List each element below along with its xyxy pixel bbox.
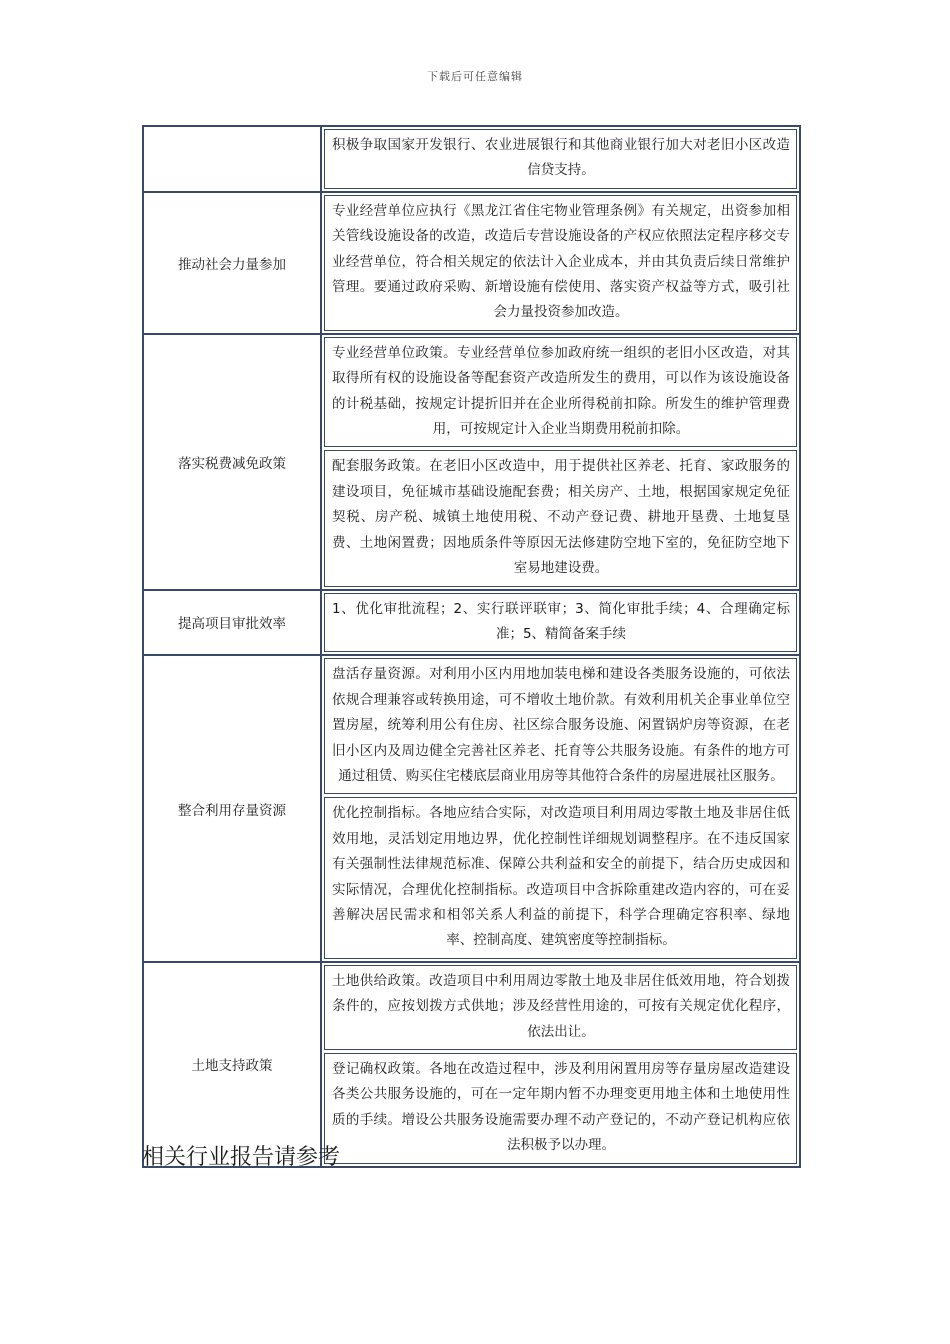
row-label: 提高项目审批效率 xyxy=(143,590,321,656)
policy-table xyxy=(142,125,801,1168)
row-label xyxy=(143,126,321,192)
table-row xyxy=(143,655,800,961)
row-content xyxy=(321,126,800,192)
policy-text: 专业经营单位政策。专业经营单位参加政府统一组织的老旧小区改造，对其取得所有权的设施设备等配套资产改造所发生的费用，可以作为该设施设备的计税基础，按规定计提折旧并在企业所得税前扣除。所发生的维护管理费用，可按规定计入企业当期费用税前扣除。 xyxy=(324,337,797,448)
row-content xyxy=(321,962,800,1167)
policy-text: 优化控制指标。各地应结合实际，对改造项目利用周边零散土地及非居住低效用地，灵活划定用地边界，优化控制性详细规划调整程序。在不违反国家有关强制性法律规范标准、保障公共利益和安全的前提下，结合历史成因和实际情况，合理优化控制指标。改造项目中含拆除重建改造内容的，可在妥善解决居民需求和相邻关系人利益的前提下，科学合理确定容积率、绿地率、控制高度、建筑密度等控制指标。 xyxy=(324,797,797,958)
row-label: 整合利用存量资源 xyxy=(143,655,321,961)
policy-text: 配套服务政策。在老旧小区改造中，用于提供社区养老、托育、家政服务的建设项目，免征城市基础设施配套费；相关房产、土地，根据国家规定免征契税、房产税、城镇土地使用税、不动产登记费、耕地开垦费、土地复垦费、土地闲置费；因地质条件等原因无法修建防空地下室的，免征防空地下室易地建设费。 xyxy=(324,450,797,586)
policy-text: 登记确权政策。各地在改造过程中，涉及利用闲置用房等存量房屋改造建设各类公共服务设施的，可在一定年期内暂不办理变更用地主体和土地使用性质的手续。增设公共服务设施需要办理不动产登记的，不动产登记机构应依法积极予以办理。 xyxy=(324,1053,797,1164)
policy-text: 专业经营单位应执行《黑龙江省住宅物业管理条例》有关规定，出资参加相关管线设施设备的改造，改造后专营设施设备的产权应依照法定程序移交专业经营单位，符合相关规定的依法计入企业成本，并由其负责后续日常维护管理。要通过政府采购、新增设施有偿使用、落实资产权益等方式，吸引社会力量投资参加改造。 xyxy=(324,195,797,331)
row-content xyxy=(321,655,800,961)
row-content xyxy=(321,192,800,334)
table-row xyxy=(143,192,800,334)
policy-text: 土地供给政策。改造项目中利用周边零散土地及非居住低效用地，符合划拨条件的，应按划拨方式供地；涉及经营性用途的，可按有关规定优化程序，依法出让。 xyxy=(324,965,797,1050)
policy-text: 1、优化审批流程；2、实行联评联审；3、简化审批手续；4、合理确定标准；5、精简备案手续 xyxy=(324,593,797,653)
policy-text: 积极争取国家开发银行、农业进展银行和其他商业银行加大对老旧小区改造信贷支持。 xyxy=(324,129,797,189)
table-row xyxy=(143,334,800,590)
row-content xyxy=(321,590,800,656)
table-row xyxy=(143,590,800,656)
row-label: 落实税费减免政策 xyxy=(143,334,321,590)
policy-text: 盘活存量资源。对利用小区内用地加装电梯和建设各类服务设施的，可依法依规合理兼容或转换用途，可不增收土地价款。有效利用机关企事业单位空置房屋，统筹利用公有住房、社区综合服务设施、闲置锅炉房等资源，在老旧小区内及周边健全完善社区养老、托育等公共服务设施。有条件的地方可通过租赁、购买住宅楼底层商业用房等其他符合条件的房屋进展社区服务。 xyxy=(324,658,797,794)
row-label: 土地支持政策 xyxy=(143,962,321,1167)
row-label: 推动社会力量参加 xyxy=(143,192,321,334)
page-header-note: 下载后可任意编辑 xyxy=(427,70,523,83)
row-content xyxy=(321,334,800,590)
table-row xyxy=(143,962,800,1167)
section-title: 相关行业报告请参考 xyxy=(142,1145,341,1170)
table-row xyxy=(143,126,800,192)
